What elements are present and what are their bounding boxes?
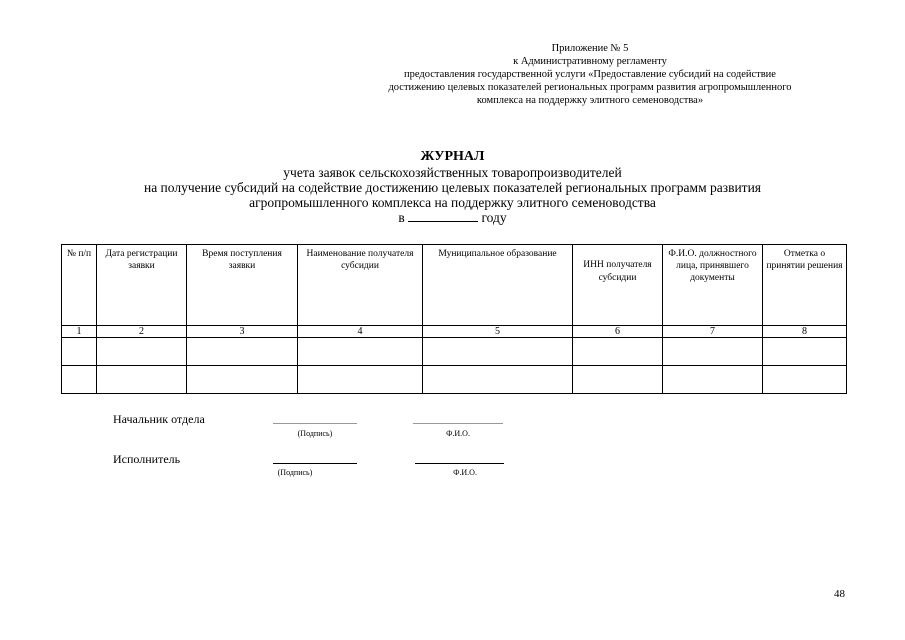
column-number: 8 bbox=[763, 326, 847, 338]
executor-signature-line bbox=[273, 452, 357, 464]
appendix-line: предоставления государственной услуги «Предоставление субсидий на содействие bbox=[404, 69, 776, 80]
year-suffix: году bbox=[481, 210, 507, 225]
column-header: Ф.И.О. должностного лица, принявшего документы bbox=[663, 245, 763, 326]
table-cell bbox=[763, 338, 847, 366]
journal-heading bbox=[60, 148, 845, 225]
table-cell bbox=[187, 366, 298, 394]
journal-subtitle-line: на получение субсидий на содействие достижению целевых показателей региональных программ развития bbox=[143, 180, 762, 195]
year-prefix: в bbox=[398, 210, 405, 225]
column-number: 5 bbox=[423, 326, 573, 338]
table-cell bbox=[97, 338, 187, 366]
column-number: 4 bbox=[298, 326, 423, 338]
table-cell bbox=[97, 366, 187, 394]
name-caption: Ф.И.О. bbox=[453, 468, 477, 477]
column-number: 6 bbox=[573, 326, 663, 338]
appendix-header bbox=[300, 42, 880, 107]
table-cell bbox=[187, 338, 298, 366]
table-cell bbox=[62, 366, 97, 394]
executor-label: Исполнитель bbox=[113, 452, 181, 466]
column-header: Муниципальное образование bbox=[423, 245, 573, 326]
table-cell bbox=[298, 366, 423, 394]
column-number: 7 bbox=[663, 326, 763, 338]
signature-caption: (Подпись) bbox=[277, 468, 313, 477]
table-cell bbox=[62, 338, 97, 366]
column-header: № п/п bbox=[62, 245, 97, 326]
head-name-line bbox=[413, 412, 503, 424]
table-cell bbox=[573, 338, 663, 366]
table-cell bbox=[298, 338, 423, 366]
table-cell bbox=[663, 338, 763, 366]
column-header: Наименование получателя субсидии bbox=[298, 245, 423, 326]
column-header-text: ИНН получателя субсидии bbox=[583, 260, 652, 283]
executor-name-line bbox=[415, 452, 504, 464]
column-number: 1 bbox=[62, 326, 97, 338]
page-number: 48 bbox=[834, 588, 845, 600]
journal-title: ЖУРНАЛ bbox=[420, 149, 485, 164]
column-number-row bbox=[62, 326, 847, 338]
table-cell bbox=[663, 366, 763, 394]
table-cell bbox=[763, 366, 847, 394]
column-header: Отметка о принятии решения bbox=[763, 245, 847, 326]
signature-caption: (Подпись) bbox=[297, 429, 333, 438]
journal-table bbox=[61, 244, 847, 394]
table-cell bbox=[423, 338, 573, 366]
head-of-department-label: Начальник отдела bbox=[113, 412, 205, 426]
column-header: Дата регистрации заявки bbox=[97, 245, 187, 326]
appendix-line: достижению целевых показателей региональных программ развития агропромышленного bbox=[388, 82, 792, 93]
journal-subtitle-line: агропромышленного комплекса на поддержку элитного семеноводства bbox=[249, 195, 656, 210]
head-signature-line bbox=[273, 412, 357, 424]
name-caption: Ф.И.О. bbox=[446, 429, 470, 438]
table-header-row bbox=[62, 245, 847, 326]
year-blank-field bbox=[408, 210, 478, 222]
table-row bbox=[62, 366, 847, 394]
appendix-line: Приложение № 5 bbox=[551, 43, 629, 54]
table-row bbox=[62, 338, 847, 366]
table-cell bbox=[423, 366, 573, 394]
column-header bbox=[573, 245, 663, 326]
column-number: 2 bbox=[97, 326, 187, 338]
appendix-line: к Административному регламенту bbox=[513, 56, 667, 67]
appendix-line: комплекса на поддержку элитного семеноводства» bbox=[476, 95, 704, 106]
table-cell bbox=[573, 366, 663, 394]
column-header: Время поступления заявки bbox=[187, 245, 298, 326]
journal-subtitle-line: учета заявок сельскохозяйственных товаропроизводителей bbox=[283, 165, 622, 180]
journal-year-line bbox=[60, 210, 845, 225]
column-number: 3 bbox=[187, 326, 298, 338]
